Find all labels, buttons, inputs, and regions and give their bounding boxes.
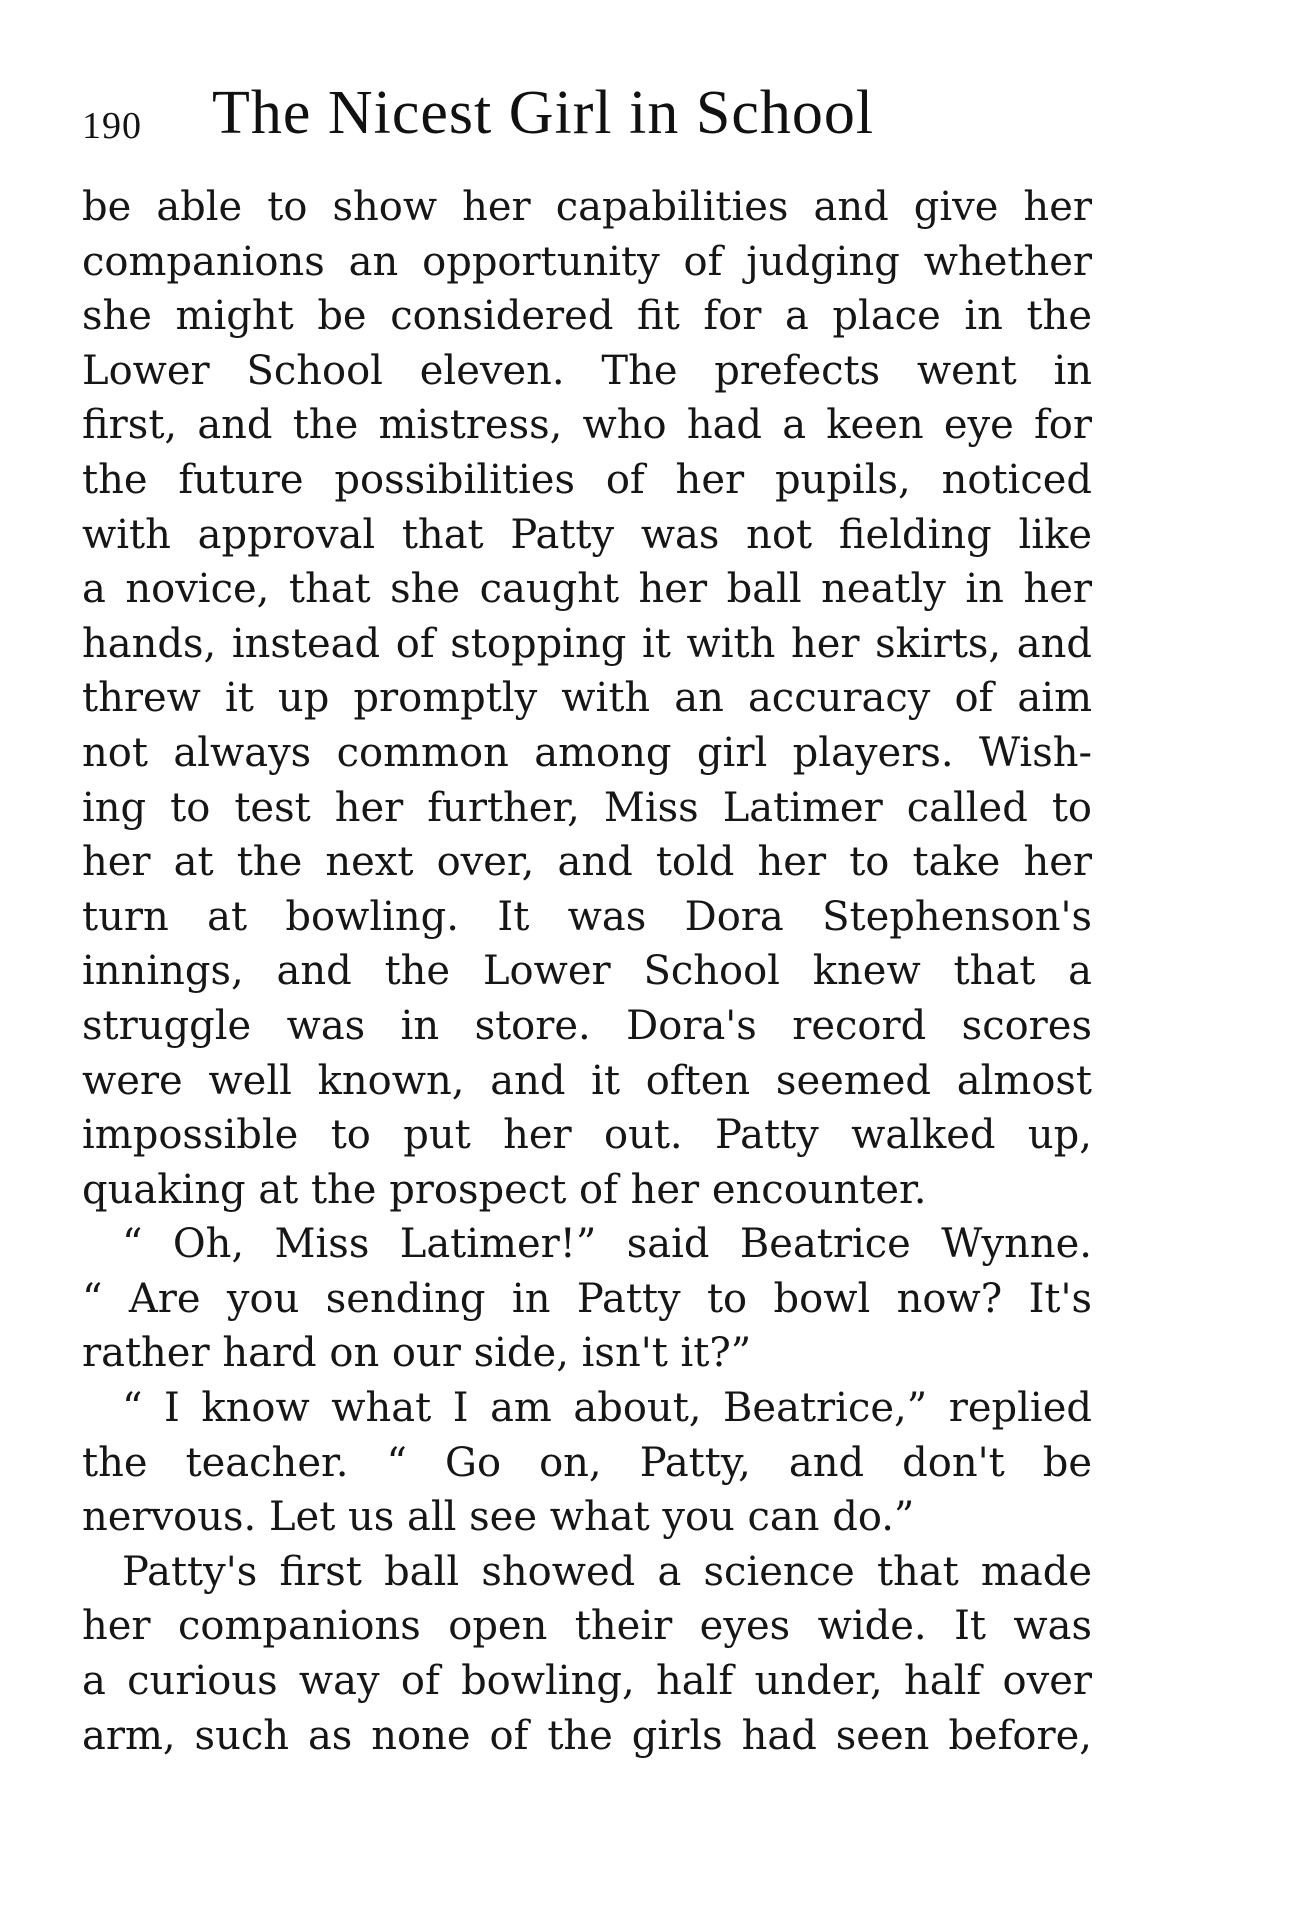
text-line: with approval that Patty was not fielding like xyxy=(82,511,1092,558)
running-title: The Nicest Girl in School xyxy=(212,79,875,147)
body-text xyxy=(82,180,1092,1763)
text-line: she might be considered fit for a place in the xyxy=(82,293,1092,340)
text-line: Patty's first ball showed a science that made xyxy=(122,1548,1092,1595)
page-number: 190 xyxy=(82,105,142,147)
text-line: “ Oh, Miss Latimer!” said Beatrice Wynne. xyxy=(122,1221,1092,1268)
text-line: innings, and the Lower School knew that a xyxy=(82,948,1092,995)
text-line: ing to test her further, Miss Latimer called to xyxy=(82,784,1092,831)
text-line: arm, such as none of the girls had seen before, xyxy=(82,1712,1092,1759)
text-line: the future possibilities of her pupils, noticed xyxy=(82,456,1092,503)
text-line: “ I know what I am about, Beatrice,” replied xyxy=(122,1385,1092,1432)
text-line: struggle was in store. Dora's record scores xyxy=(82,1002,1092,1049)
text-line: a novice, that she caught her ball neatly in her xyxy=(82,566,1092,613)
text-line: threw it up promptly with an accuracy of aim xyxy=(82,675,1092,722)
text-line: hands, instead of stopping it with her skirts, and xyxy=(82,620,1092,667)
text-line: the teacher. “ Go on, Patty, and don't be xyxy=(82,1439,1092,1486)
text-line: companions an opportunity of judging whether xyxy=(82,238,1092,285)
text-line: be able to show her capabilities and give her xyxy=(82,184,1092,230)
text-line: not always common among girl players. Wish- xyxy=(82,729,1092,776)
text-line: her at the next over, and told her to take her xyxy=(82,839,1092,886)
text-line: impossible to put her out. Patty walked up, xyxy=(82,1112,1092,1159)
text-line: her companions open their eyes wide. It was xyxy=(82,1603,1092,1650)
page-header xyxy=(82,78,1102,158)
text-line: rather hard on our side, isn't it?” xyxy=(82,1330,752,1377)
text-line: a curious way of bowling, half under, half over xyxy=(82,1658,1092,1705)
text-line: Lower School eleven. The prefects went in xyxy=(82,347,1092,394)
text-line: first, and the mistress, who had a keen eye for xyxy=(82,402,1092,449)
text-line: were well known, and it often seemed almost xyxy=(82,1057,1092,1104)
text-line: “ Are you sending in Patty to bowl now? It's xyxy=(82,1275,1092,1322)
text-line: turn at bowling. It was Dora Stephenson's xyxy=(82,893,1092,940)
text-line: nervous. Let us all see what you can do.” xyxy=(82,1494,915,1541)
text-line: quaking at the prospect of her encounter. xyxy=(82,1166,927,1213)
